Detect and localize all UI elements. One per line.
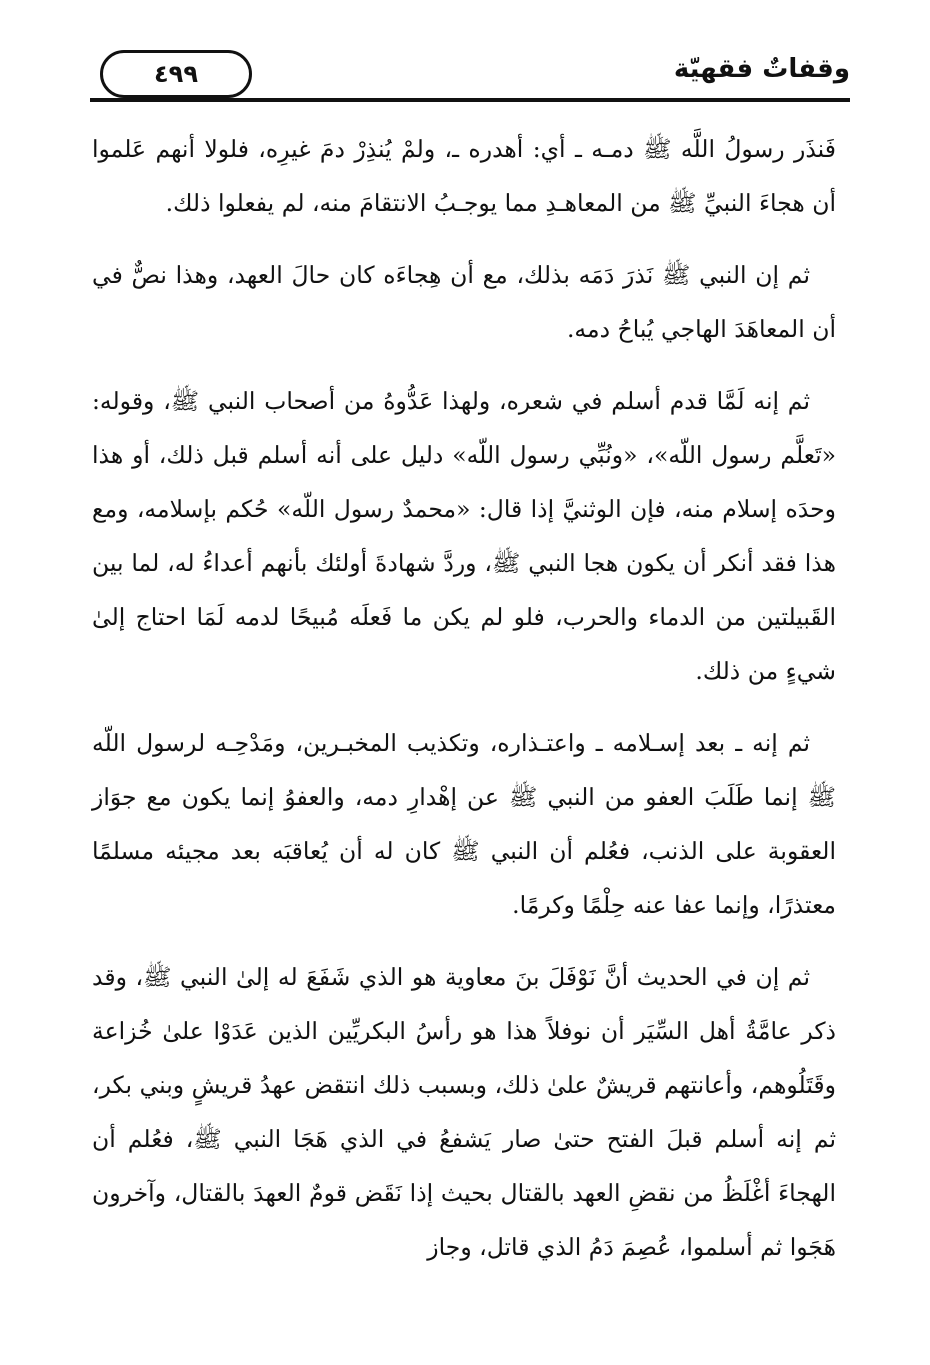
- paragraph-4: ثم إنه ـ بعد إسـلامه ـ واعتـذاره، وتكذيب المخبـرين، ومَدْحِـه لرسول اللّه ﷺ إنما طَلَبَ العفو من النبي ﷺ عن إهْدارِ دمه، والعفوُ إنما يكون مع جوَاز العقوبة على الذنب، فعُلم أن النبي ﷺ كان له أن يُعاقبَه بعد مجيئه مسلمًا معتذرًا، وإنما عفا عنه حِلْمًا وكرمًا.: [92, 729, 836, 919]
- page-header: [90, 40, 850, 112]
- paragraph-1: فَنذَر رسولُ اللَّه ﷺ دمـه ـ أي: أهدره ـ، ولمْ يُنذِرْ دمَ غيرِه، فلولا أنهم عَلموا أن هجاءَ النبيِّ ﷺ من المعاهـدِ مما يوجـبُ الانتقامَ منه، لم يفعلوا ذلك.: [92, 135, 836, 217]
- header-rule: [90, 98, 850, 102]
- page-number-badge: [100, 50, 252, 98]
- book-title: وقفاتٌ فقهيّة: [673, 54, 850, 84]
- text-body: [92, 122, 836, 1342]
- paragraph-5: ثم إن في الحديث أنَّ نَوْفَلَ بنَ معاوية هو الذي شَفَعَ له إلىٰ النبي ﷺ، وقد ذكر عامَّةُ أهل السِّيَر أن نوفلاً هذا هو رأسُ البكريِّين الذين عَدَوْا علىٰ خُزاعة وقَتَلُوهم، وأعانتهم قريشٌ علىٰ ذلك، وبسبب ذلك انتقض عهدُ قريشٍ وبني بكر، ثم إنه أسلم قبلَ الفتح حتىٰ صار يَشفعُ في الذي هَجَا النبي ﷺ، فعُلم أن الهجاءَ أغْلَظُ من نقضِ العهد بالقتال بحيث إذا نَقَض قومٌ العهدَ بالقتال، وآخرون هَجَوا ثم أسلموا، عُصِمَ دَمُ الذي قاتل، وجاز: [92, 963, 836, 1261]
- paragraph-2: ثم إن النبي ﷺ نَذرَ دَمَه بذلك، مع أن هِجاءَه كان حالَ العهد، وهذا نصٌّ في أن المعاهَدَ الهاجي يُباحُ دمه.: [92, 261, 836, 343]
- page-number: ٤٩٩: [154, 60, 198, 88]
- paragraph-3: ثم إنه لَمَّا قدم أسلم في شعره، ولهذا عَدُّوهُ من أصحاب النبي ﷺ، وقوله: «تَعلَّم رسول اللّه»، «ونُبِّي رسول اللّه» دليل على أنه أسلم قبل ذلك، أو هذا وحدَه إسلام منه، فإن الوثنيَّ إذا قال: «محمدٌ رسول اللّه» حُكم بإسلامه، ومع هذا فقد أنكر أن يكون هجا النبي ﷺ، وردَّ شهادةَ أولئك بأنهم أعداءُ له، لما بين القَبيلتين من الدماء والحرب، فلو لم يكن ما فَعلَه مُبيحًا لدمه لَمَا احتاج إلىٰ شيءٍ من ذلك.: [92, 387, 836, 685]
